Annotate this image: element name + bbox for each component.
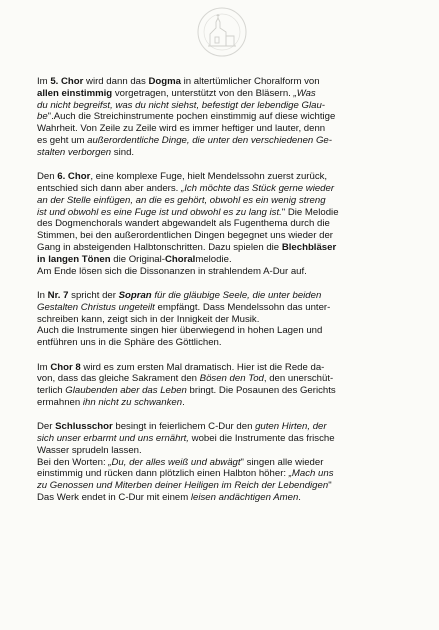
text-run: von, dass das gleiche Sakrament den — [37, 373, 200, 385]
text-run: Gang in absteigenden Halbtonschritten. Dazu spielen die — [37, 241, 282, 253]
text-line — [37, 135, 413, 147]
text-run: Blechbläser — [281, 241, 337, 253]
text-run: Auch die Instrumente singen hier überwiegend in hohen Lagen und — [37, 325, 323, 337]
text-run: Schlusschor — [55, 421, 113, 433]
text-run: in langen Tönen — [37, 253, 111, 265]
text-run: wird es zum ersten Mal dramatisch. Hier ist die Rede da- — [80, 361, 325, 373]
text-run: Im — [37, 76, 51, 87]
text-run: „Was — [293, 87, 316, 99]
text-run: , den unerschüt- — [263, 373, 334, 385]
text-run: ermahnen — [37, 396, 83, 408]
text-run: Sopran — [118, 289, 152, 301]
text-line — [37, 111, 413, 123]
text-line — [37, 385, 413, 397]
text-line — [37, 207, 413, 219]
text-line — [37, 445, 413, 457]
text-line — [37, 123, 413, 135]
text-run: entschied sich dann aber anders. — [37, 182, 181, 194]
text-run: be — [37, 111, 48, 123]
text-run: . — [298, 492, 301, 504]
text-run: empfängt. Dass Mendelssohn das unter- — [154, 301, 331, 313]
text-run: vorgetragen, unterstützt von den Bläsern. — [112, 87, 294, 99]
text-line — [37, 290, 413, 302]
text-line — [37, 100, 413, 112]
text-run: zu Genossen und Miterben deiner Heiligen im Reich der Lebendigen — [37, 480, 329, 492]
text-line — [37, 480, 413, 492]
text-line — [37, 147, 413, 159]
text-run: 5. Chor — [50, 76, 84, 87]
text-run: terlich — [37, 385, 66, 397]
text-run: Choral — [164, 253, 196, 265]
text-line — [37, 171, 413, 183]
text-run: Stimmen, bei den außerordentlichen Dingen begegnet uns wieder der — [37, 230, 333, 242]
text-run: ihn nicht zu schwanken — [82, 396, 183, 408]
text-run: sich unser erbarmt und uns ernährt, — [37, 433, 189, 445]
text-line — [37, 242, 413, 254]
text-run: ist und obwohl es eine Fuge ist und obwohl es zu lang ist. — [37, 206, 282, 218]
text-run: es geht um — [37, 134, 88, 146]
text-line — [37, 362, 413, 374]
text-run: Glaubenden aber das Leben — [65, 385, 187, 397]
text-run: Wahrheit. Von Zeile zu Zeile wird es immer heftiger und lauter, denn — [37, 123, 326, 135]
text-run: leisen andächtigen Amen — [190, 492, 299, 504]
text-line — [37, 266, 413, 278]
text-run: für die gläubige Seele, die unter beiden — [154, 289, 322, 301]
text-run: Wasser sprudeln lassen. — [37, 444, 142, 456]
text-run: sind. — [111, 146, 135, 158]
text-line — [37, 457, 413, 469]
paragraph — [37, 76, 413, 159]
text-run: " Die Melodie — [281, 206, 339, 218]
paragraph — [37, 290, 413, 349]
text-run: ".Auch die Streichinstrumente pochen einstimmig auf diese wichtige — [47, 111, 336, 123]
text-run: des Dogmenchorals wandert abgewandelt als Fugenthema durch die — [37, 218, 330, 230]
text-line — [37, 433, 413, 445]
text-run: in altertümlicher Choralform von — [180, 76, 320, 87]
text-run: " — [328, 480, 332, 492]
text-run: Gestalten Christus ungeteilt — [37, 301, 155, 313]
text-run: besingt in feierlichem C-Dur den — [112, 421, 256, 433]
text-line — [37, 314, 413, 326]
text-run: „Ich möchte das Stück gerne wieder — [181, 182, 335, 194]
text-run: wird dann das — [83, 76, 149, 87]
text-line — [37, 183, 413, 195]
paragraph — [37, 362, 413, 409]
text-line — [37, 337, 413, 349]
text-line — [37, 397, 413, 409]
text-run: wobei die Instrumente das frische — [188, 433, 335, 445]
text-run: die Original- — [110, 253, 165, 265]
text-line — [37, 254, 413, 266]
text-run: Den — [37, 171, 58, 183]
text-line — [37, 218, 413, 230]
text-run: Bei den Worten: — [37, 456, 109, 468]
text-run: stalten verborgen — [37, 146, 112, 158]
text-run: allen einstimmig — [37, 87, 113, 99]
text-line — [37, 195, 413, 207]
text-run: " singen alle wieder — [240, 456, 324, 468]
text-run: 6. Chor — [57, 171, 91, 183]
text-line — [37, 302, 413, 314]
text-line — [37, 492, 413, 504]
text-run: „Mach uns — [288, 468, 334, 480]
text-run: Bösen den Tod — [199, 373, 264, 385]
text-run: In — [37, 289, 48, 301]
text-run: Nr. 7 — [47, 289, 69, 301]
text-run: , eine komplexe Fuge, hielt Mendelssohn zuerst zurück, — [90, 171, 328, 183]
text-line — [37, 76, 413, 88]
text-run: Im — [37, 361, 51, 373]
text-line — [37, 325, 413, 337]
text-line — [37, 230, 413, 242]
text-run: an der Stelle einfügen, an die es gehört, obwohl es ein wenig streng — [37, 194, 326, 206]
paragraph — [37, 171, 413, 277]
text-run: bringt. Die Posaunen des Gerichts — [186, 385, 336, 397]
document-body — [37, 76, 413, 516]
text-line — [37, 88, 413, 100]
text-run: einstimmig und rücken dann plötzlich einen Halbton höher: — [37, 468, 289, 480]
text-run: außerordentliche Dinge, die unter den verschiedenen Ge- — [87, 134, 332, 146]
text-run: Am Ende lösen sich die Dissonanzen in strahlendem A-Dur auf. — [37, 265, 307, 277]
text-run: guten Hirten, der — [255, 421, 327, 433]
text-line — [37, 468, 413, 480]
text-run: du nicht begreifst, was du nicht siehst, befestigt der lebendige Glau- — [37, 99, 325, 111]
paragraph — [37, 421, 413, 504]
text-run: . — [182, 396, 185, 408]
text-run: schreiben kann, zeigt sich in der Innigkeit der Musik. — [37, 313, 260, 325]
text-run: Dogma — [148, 76, 181, 87]
text-line — [37, 421, 413, 433]
text-run: melodie. — [195, 253, 232, 265]
text-run: entführen uns in die Sphäre des Göttlichen. — [37, 337, 222, 349]
text-run: „Du, der alles weiß und abwägt — [108, 456, 241, 468]
text-line — [37, 373, 413, 385]
church-seal-icon — [196, 6, 248, 58]
text-run: Chor 8 — [50, 361, 81, 373]
text-run: spricht der — [68, 289, 119, 301]
text-run: Das Werk endet in C-Dur mit einem — [37, 492, 191, 504]
text-run: Der — [37, 421, 56, 433]
